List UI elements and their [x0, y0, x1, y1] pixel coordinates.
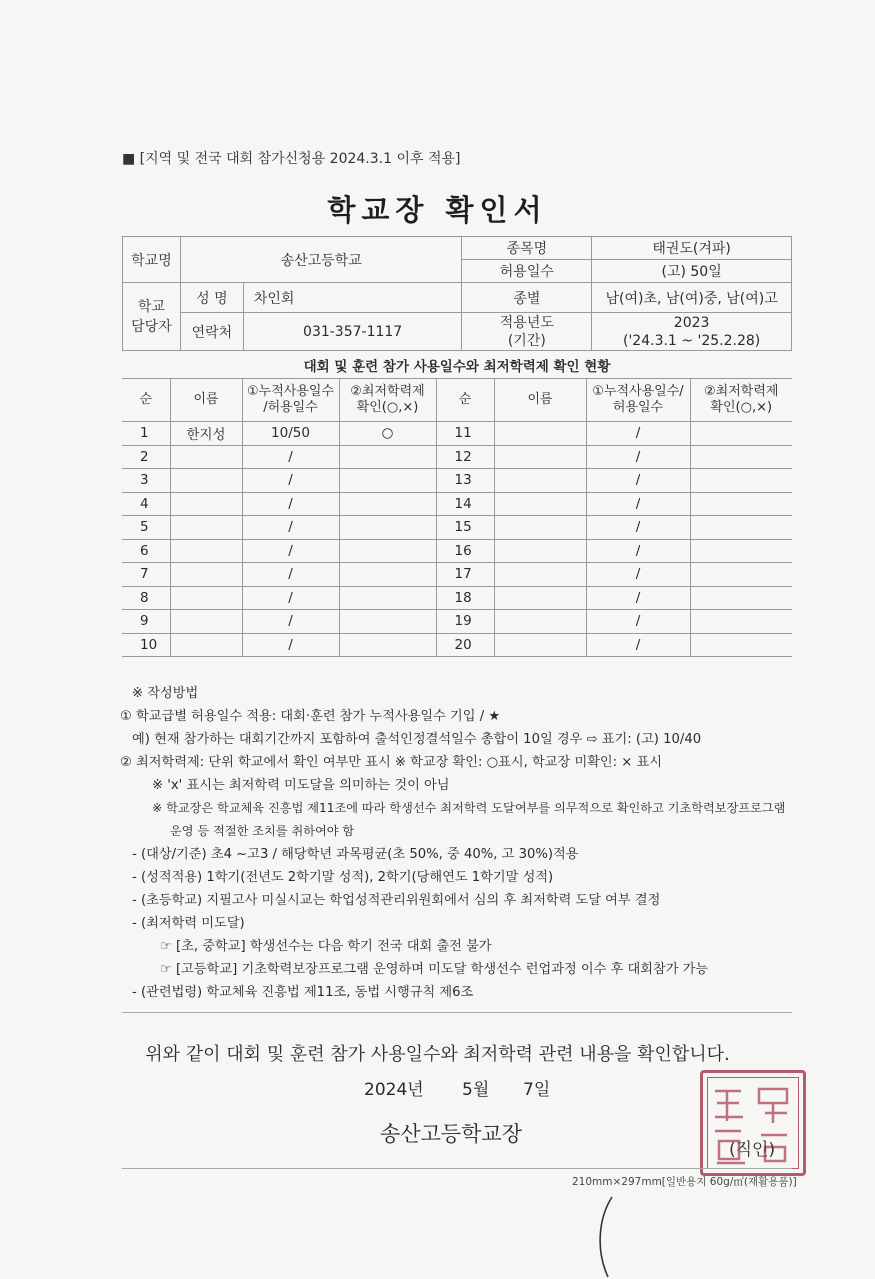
row-number: 10 [122, 633, 170, 657]
note-line: ① 학교급별 허용일수 적용: 대회·훈련 참가 누적사용일수 기입 / ★ [120, 709, 501, 724]
info-table [122, 236, 792, 351]
note-line: ② 최저학력제: 단위 학교에서 확인 여부만 표시 ※ 학교장 확인: ○표시, 학교장 미확인: × 표시 [120, 755, 663, 770]
min-grade-check [690, 633, 792, 657]
days-used: / [586, 539, 690, 563]
notes-heading: ※ 작성방법 [132, 686, 199, 701]
allowed-days-value: (고) 50일 [592, 260, 792, 283]
table-row [122, 445, 792, 469]
row-number: 15 [436, 516, 494, 540]
principal-name: 송산고등학교장 [380, 1122, 523, 1146]
category-value: 남(여)초, 남(여)중, 남(여)고 [592, 283, 792, 313]
confirm-statement: 위와 같이 대회 및 훈련 참가 사용일수와 최저학력 관련 내용을 확인합니다. [145, 1044, 730, 1065]
document-title: 학교장 확인서 [327, 193, 548, 227]
table-row [122, 563, 792, 587]
days-used: / [586, 610, 690, 634]
year-value: 2023 ('24.3.1 ~ '25.2.28) [592, 313, 792, 351]
days-used: / [242, 469, 339, 493]
event-value: 태권도(겨파) [592, 237, 792, 260]
row-number: 7 [122, 563, 170, 587]
student-name [494, 586, 586, 610]
row-number: 1 [122, 422, 170, 446]
row-number: 11 [436, 422, 494, 446]
note-line: ※ 'x' 표시는 최저학력 미도달을 의미하는 것이 아님 [152, 778, 450, 793]
student-name [494, 469, 586, 493]
row-number: 3 [122, 469, 170, 493]
school-name: 송산고등학교 [180, 237, 462, 283]
instructions [120, 682, 812, 1004]
col-name: 이름 [170, 379, 242, 422]
col-min-grade-right: ②최저학력제 확인(○,×) [690, 379, 792, 422]
min-grade-check [690, 516, 792, 540]
table-row [122, 633, 792, 657]
col-no-right: 순 [436, 379, 494, 422]
min-grade-check [690, 422, 792, 446]
row-number: 5 [122, 516, 170, 540]
days-used: / [242, 539, 339, 563]
date-day: 7일 [523, 1080, 551, 1100]
student-name [170, 445, 242, 469]
note-line: 운영 등 적절한 조치를 취하여야 함 [170, 824, 355, 838]
student-name: 한지성 [170, 422, 242, 446]
student-name [494, 633, 586, 657]
student-name [170, 563, 242, 587]
roster-table [122, 378, 792, 657]
row-number: 12 [436, 445, 494, 469]
min-grade-check [339, 445, 436, 469]
student-name [494, 563, 586, 587]
min-grade-check [339, 586, 436, 610]
row-number: 18 [436, 586, 494, 610]
min-grade-check [690, 492, 792, 516]
contact-label: 연락처 [180, 313, 243, 351]
min-grade-check [690, 586, 792, 610]
min-grade-check: ○ [339, 422, 436, 446]
days-used: / [586, 586, 690, 610]
seal-label: (직인) [729, 1140, 776, 1160]
student-name [494, 422, 586, 446]
min-grade-check [690, 445, 792, 469]
student-name [170, 539, 242, 563]
official-seal [700, 1070, 806, 1176]
row-number: 4 [122, 492, 170, 516]
col-days: ①누적사용일수 /허용일수 [242, 379, 339, 422]
col-no: 순 [122, 379, 170, 422]
table-row [122, 539, 792, 563]
student-name [494, 492, 586, 516]
days-used: / [242, 633, 339, 657]
min-grade-check [339, 610, 436, 634]
note-line: - (성적적용) 1학기(전년도 2학기말 성적), 2학기(당해연도 1학기말 성적) [132, 870, 554, 885]
days-used: / [586, 469, 690, 493]
table-row [122, 610, 792, 634]
days-used: / [586, 492, 690, 516]
min-grade-check [690, 539, 792, 563]
contact-value: 031-357-1117 [243, 313, 462, 351]
event-label: 종목명 [462, 237, 592, 260]
note-line: - (대상/기준) 초4 ~고3 / 해당학년 과목평균(초 50%, 중 40%, 고 30%)적용 [132, 847, 579, 862]
paper-curl-mark [590, 1195, 630, 1279]
row-number: 20 [436, 633, 494, 657]
year-label: 적용년도 (기간) [462, 313, 592, 351]
table-row [122, 492, 792, 516]
student-name [494, 539, 586, 563]
days-used: / [586, 516, 690, 540]
student-name [170, 516, 242, 540]
days-used: / [586, 563, 690, 587]
days-used: / [242, 610, 339, 634]
manager-name: 차인회 [243, 283, 462, 313]
min-grade-check [690, 610, 792, 634]
min-grade-check [690, 563, 792, 587]
note-line: 예) 현재 참가하는 대회기간까지 포함하여 출석인정결석일수 총합이 10일 경우 ⇨ 표기: (고) 10/40 [132, 732, 702, 747]
col-name-right: 이름 [494, 379, 586, 422]
min-grade-check [339, 516, 436, 540]
min-grade-check [339, 633, 436, 657]
row-number: 19 [436, 610, 494, 634]
days-used: / [242, 586, 339, 610]
paper-spec: 210mm×297mm[일반용지 60g/㎡(재활용품)] [572, 1176, 797, 1188]
days-used: / [242, 492, 339, 516]
allowed-days-label: 허용일수 [462, 260, 592, 283]
student-name [170, 633, 242, 657]
days-used: / [586, 633, 690, 657]
note-line: - (초등학교) 지필고사 미실시교는 학업성적관리위원회에서 심의 후 최저학력 도달 여부 결정 [132, 893, 661, 908]
section-title: 대회 및 훈련 참가 사용일수와 최저학력제 확인 현황 [303, 359, 611, 375]
row-number: 8 [122, 586, 170, 610]
student-name [170, 610, 242, 634]
min-grade-check [339, 469, 436, 493]
row-number: 6 [122, 539, 170, 563]
note-line: - (최저학력 미도달) [132, 916, 245, 931]
row-number: 9 [122, 610, 170, 634]
days-used: / [242, 563, 339, 587]
student-name [494, 610, 586, 634]
row-number: 13 [436, 469, 494, 493]
days-used: / [242, 516, 339, 540]
table-row [122, 516, 792, 540]
divider-bottom [122, 1168, 792, 1169]
days-used: 10/50 [242, 422, 339, 446]
divider [122, 1012, 792, 1013]
student-name [494, 445, 586, 469]
table-row [122, 469, 792, 493]
category-label: 종별 [462, 283, 592, 313]
col-min-grade: ②최저학력제 확인(○,×) [339, 379, 436, 422]
school-label: 학교명 [123, 237, 181, 283]
date-year: 2024년 [364, 1080, 424, 1100]
manager-label: 학교 담당자 [123, 283, 181, 351]
note-line: ☞ [초, 중학교] 학생선수는 다음 학기 전국 대회 출전 불가 [160, 939, 492, 954]
note-line: ☞ [고등학교] 기초학력보장프로그램 운영하며 미도달 학생선수 런업과정 이수 후 대회참가 가능 [160, 962, 709, 977]
table-row [122, 586, 792, 610]
row-number: 17 [436, 563, 494, 587]
days-used: / [586, 422, 690, 446]
student-name [170, 586, 242, 610]
note-line: ※ 학교장은 학교체육 진흥법 제11조에 따라 학생선수 최저학력 도달여부를 의무적으로 확인하고 기초학력보장프로그램 [152, 801, 786, 815]
min-grade-check [690, 469, 792, 493]
student-name [494, 516, 586, 540]
student-name [170, 492, 242, 516]
note-line: - (관련법령) 학교체육 진흥법 제11조, 동법 시행규칙 제6조 [132, 985, 474, 1000]
min-grade-check [339, 492, 436, 516]
row-number: 2 [122, 445, 170, 469]
header-note: ■ [지역 및 전국 대회 참가신청용 2024.3.1 이후 적용] [122, 151, 461, 167]
row-number: 16 [436, 539, 494, 563]
min-grade-check [339, 563, 436, 587]
table-row [122, 422, 792, 446]
days-used: / [242, 445, 339, 469]
min-grade-check [339, 539, 436, 563]
row-number: 14 [436, 492, 494, 516]
student-name [170, 469, 242, 493]
name-label: 성 명 [180, 283, 243, 313]
days-used: / [586, 445, 690, 469]
date-month: 5월 [462, 1080, 490, 1100]
col-days-right: ①누적사용일수/ 허용일수 [586, 379, 690, 422]
